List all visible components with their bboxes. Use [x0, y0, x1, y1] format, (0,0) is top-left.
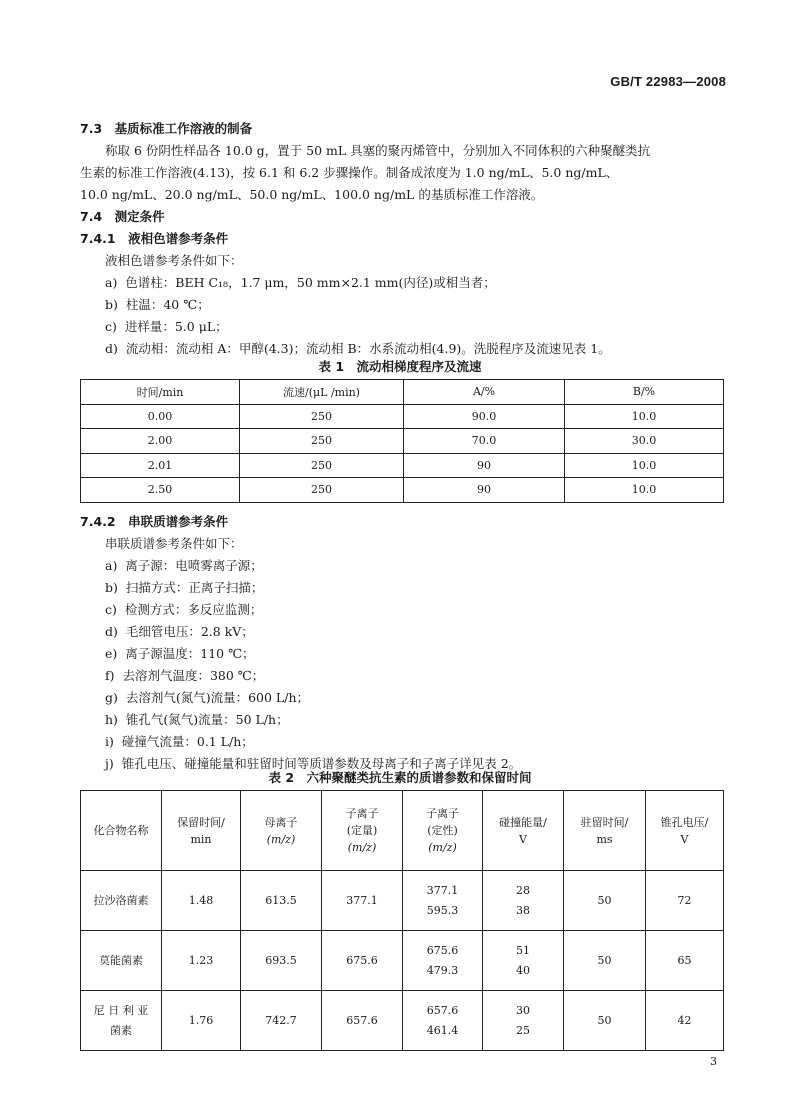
table-row [81, 931, 724, 991]
ms-item-i: i) 碰撞气流量：0.1 L/h； [105, 734, 254, 749]
table2-header-cell: 化合物名称 [81, 791, 162, 871]
table1-header-cell: 流速/(μL /min) [240, 380, 404, 405]
section-7-4-2-intro: 串联质谱参考条件如下： [105, 536, 243, 551]
table-cell: 377.1 595.3 [403, 871, 483, 931]
table-cell: 30 25 [483, 991, 564, 1051]
table-cell: 250 [240, 453, 404, 478]
section-7-4-2-heading: 7.4.2 串联质谱参考条件 [80, 514, 229, 529]
table-cell: 657.6 461.4 [403, 991, 483, 1051]
section-7-4-heading: 7.4 测定条件 [80, 209, 165, 224]
section-7-3 [80, 118, 730, 360]
table-cell: 72 [646, 871, 724, 931]
section-7-3-para-line2: 生素的标准工作溶液(4.13)，按 6.1 和 6.2 步骤操作。制备成浓度为 1.0 ng/mL、5.0 ng/mL、 [80, 165, 619, 180]
ms-item-f: f) 去溶剂气温度：380 ℃； [105, 668, 265, 683]
ms-item-b: b) 扫描方式：正离子扫描； [105, 580, 264, 595]
table-cell: 65 [646, 931, 724, 991]
table-cell: 10.0 [565, 453, 724, 478]
table2-header-cell: 碰撞能量/ V [483, 791, 564, 871]
standard-code: GB/T 22983—2008 [610, 74, 726, 89]
table-cell: 250 [240, 429, 404, 454]
table2-header-cell: 驻留时间/ ms [564, 791, 646, 871]
compound-name-cell: 莫能菌素 [81, 931, 162, 991]
table-cell: 657.6 [322, 991, 403, 1051]
lc-item-d: d) 流动相：流动相 A：甲醇(4.3)；流动相 B：水系流动相(4.9)。洗脱程序及流速见表 1。 [105, 341, 611, 356]
table-cell: 2.00 [81, 429, 240, 454]
table-cell: 10.0 [565, 478, 724, 503]
table-cell: 1.23 [162, 931, 241, 991]
section-7-4-1-heading: 7.4.1 液相色谱参考条件 [80, 231, 229, 246]
table1-caption: 表 1 流动相梯度程序及流速 [318, 359, 482, 374]
table-cell: 50 [564, 931, 646, 991]
section-7-3-heading: 7.3 基质标准工作溶液的制备 [80, 121, 253, 136]
table2-header-cell: 锥孔电压/ V [646, 791, 724, 871]
section-7-3-para-line1: 称取 6 份阴性样品各 10.0 g，置于 50 mL 具塞的聚丙烯管中，分别加入不同体积的六种聚醚类抗 [105, 143, 651, 158]
table2-header-cell: 子离子 (定性) (m/z) [403, 791, 483, 871]
lc-item-b: b) 柱温：40 ℃； [105, 297, 210, 312]
ms-item-d: d) 毛细管电压：2.8 kV； [105, 624, 254, 639]
table-cell: 675.6 479.3 [403, 931, 483, 991]
table1-header-cell: A/% [404, 380, 565, 405]
table1-header-row [81, 380, 724, 405]
ms-item-h: h) 锥孔气(氮气)流量：50 L/h； [105, 712, 289, 727]
table-cell: 50 [564, 871, 646, 931]
table2-caption: 表 2 六种聚醚类抗生素的质谱参数和保留时间 [268, 770, 532, 785]
table-row [81, 871, 724, 931]
section-7-4-2 [80, 511, 730, 775]
table-cell: 2.50 [81, 478, 240, 503]
table-cell: 42 [646, 991, 724, 1051]
table1-header-cell: B/% [565, 380, 724, 405]
table1-header-cell: 时间/min [81, 380, 240, 405]
lc-item-c: c) 进样量：5.0 μL； [105, 319, 228, 334]
table2 [80, 790, 724, 1051]
table-cell: 90 [404, 453, 565, 478]
table-row [81, 478, 724, 503]
table2-header-cell: 子离子 (定量) (m/z) [322, 791, 403, 871]
table-cell: 1.48 [162, 871, 241, 931]
table-cell: 90 [404, 478, 565, 503]
section-7-4-1-intro: 液相色谱参考条件如下： [105, 253, 243, 268]
table-cell: 90.0 [404, 404, 565, 429]
ms-item-e: e) 离子源温度：110 ℃； [105, 646, 255, 661]
lc-item-a: a) 色谱柱：BEH C₁₈，1.7 μm，50 mm×2.1 mm(内径)或相当者； [105, 275, 496, 290]
table-cell: 50 [564, 991, 646, 1051]
table1 [80, 379, 724, 503]
ms-item-j: j) 锥孔电压、碰撞能量和驻留时间等质谱参数及母离子和子离子详见表 2。 [105, 756, 522, 771]
table-row [81, 429, 724, 454]
table-cell: 70.0 [404, 429, 565, 454]
section-7-3-para-line3: 10.0 ng/mL、20.0 ng/mL、50.0 ng/mL、100.0 ng/mL 的基质标准工作溶液。 [80, 187, 544, 202]
table-cell: 675.6 [322, 931, 403, 991]
table-cell: 693.5 [241, 931, 322, 991]
table2-header-cell: 母离子 (m/z) [241, 791, 322, 871]
ms-item-g: g) 去溶剂气(氮气)流量：600 L/h； [105, 690, 309, 705]
ms-item-c: c) 检测方式：多反应监测； [105, 602, 263, 617]
table-cell: 2.01 [81, 453, 240, 478]
table2-header-row [81, 791, 724, 871]
table-cell: 0.00 [81, 404, 240, 429]
table-cell: 613.5 [241, 871, 322, 931]
table-cell: 377.1 [322, 871, 403, 931]
ms-item-a: a) 离子源：电喷雾离子源； [105, 558, 263, 573]
table-cell: 742.7 [241, 991, 322, 1051]
table-cell: 1.76 [162, 991, 241, 1051]
table-cell: 51 40 [483, 931, 564, 991]
table-cell: 30.0 [565, 429, 724, 454]
compound-name-cell: 拉沙洛菌素 [81, 871, 162, 931]
table-row [81, 453, 724, 478]
table2-header-cell: 保留时间/ min [162, 791, 241, 871]
table-cell: 250 [240, 478, 404, 503]
table-row [81, 991, 724, 1051]
table-cell: 10.0 [565, 404, 724, 429]
table-cell: 28 38 [483, 871, 564, 931]
page-number: 3 [710, 1055, 717, 1068]
table-cell: 250 [240, 404, 404, 429]
compound-name-cell: 尼 日 利 亚 菌素 [81, 991, 162, 1051]
table-row [81, 404, 724, 429]
